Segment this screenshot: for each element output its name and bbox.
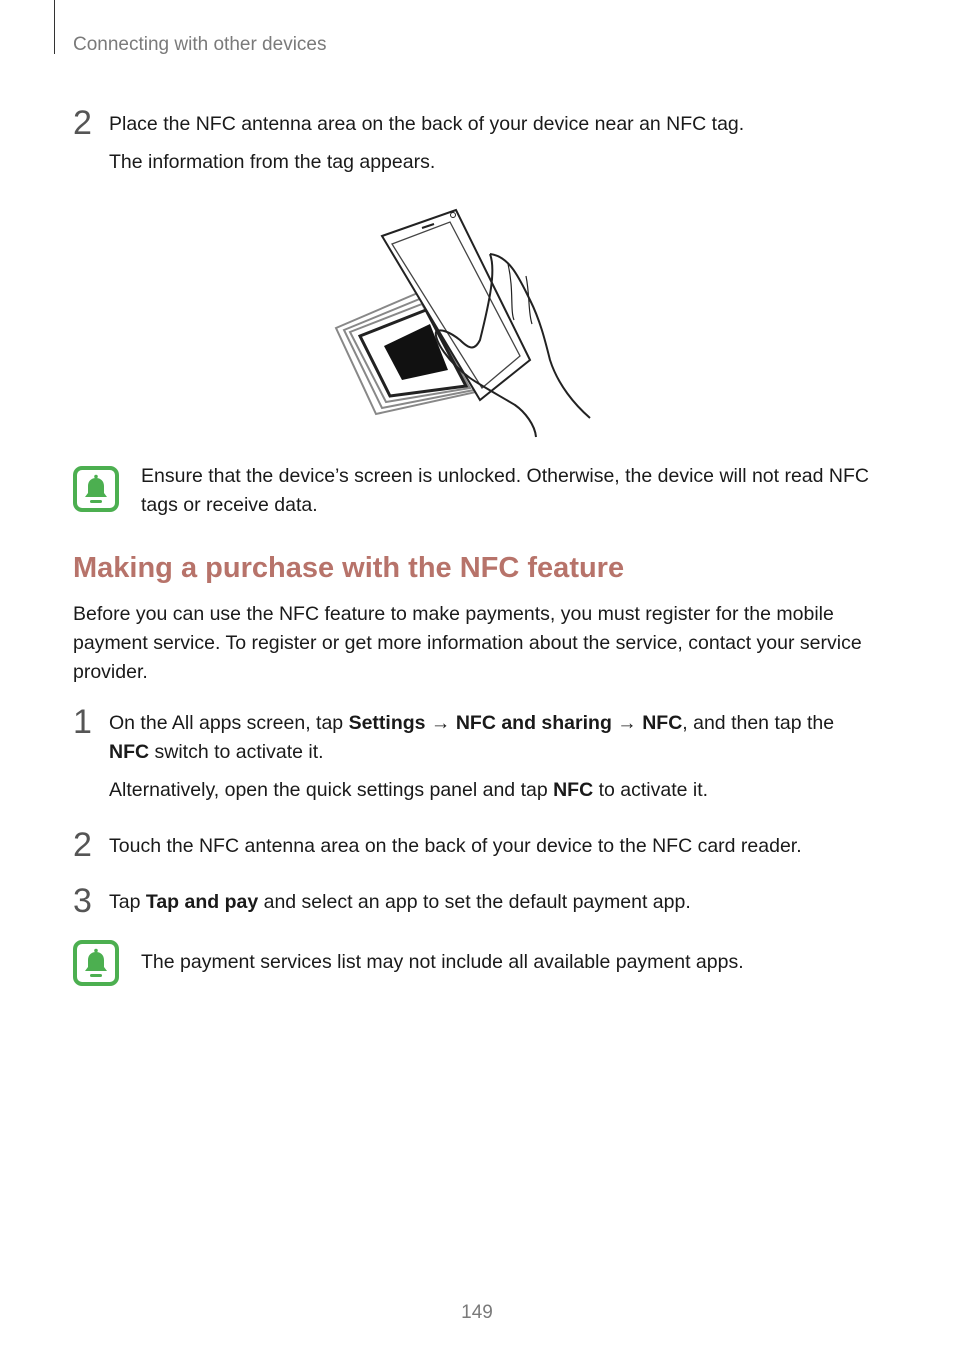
note-text: Ensure that the device’s screen is unlocked. Otherwise, the device will not read NFC tags or receive data. <box>141 465 869 516</box>
page-number: 149 <box>461 1302 493 1323</box>
section-title: Making a purchase with the NFC feature <box>73 552 625 584</box>
step-text: Place the NFC antenna area on the back of your device near an NFC tag. <box>109 113 745 135</box>
note-text: The payment services list may not include all available payment apps. <box>141 951 744 973</box>
step-subtext: The information from the tag appears. <box>109 151 436 173</box>
step-text: On the All apps screen, tap Settings → NFC and sharing → NFC, and then tap the NFC switch to activate it. <box>109 712 835 763</box>
step-number: 2 <box>73 826 92 864</box>
notice-bell-icon <box>73 940 119 986</box>
running-header: Connecting with other devices <box>73 34 327 55</box>
step-number: 2 <box>73 104 92 142</box>
notice-bell-icon <box>73 466 119 512</box>
step-text: Touch the NFC antenna area on the back of your device to the NFC card reader. <box>109 835 802 857</box>
section-intro: Before you can use the NFC feature to make payments, you must register for the mobile payment service. To register or get more information about the service, contact your service provider. <box>73 603 862 683</box>
nfc-tag-illustration <box>330 200 600 440</box>
step-text: Tap Tap and pay and select an app to set the default payment app. <box>109 891 691 913</box>
header-rule <box>54 0 55 54</box>
step-number: 3 <box>73 882 92 920</box>
step-subtext: Alternatively, open the quick settings panel and tap NFC to activate it. <box>109 779 709 801</box>
step-number: 1 <box>73 703 92 741</box>
